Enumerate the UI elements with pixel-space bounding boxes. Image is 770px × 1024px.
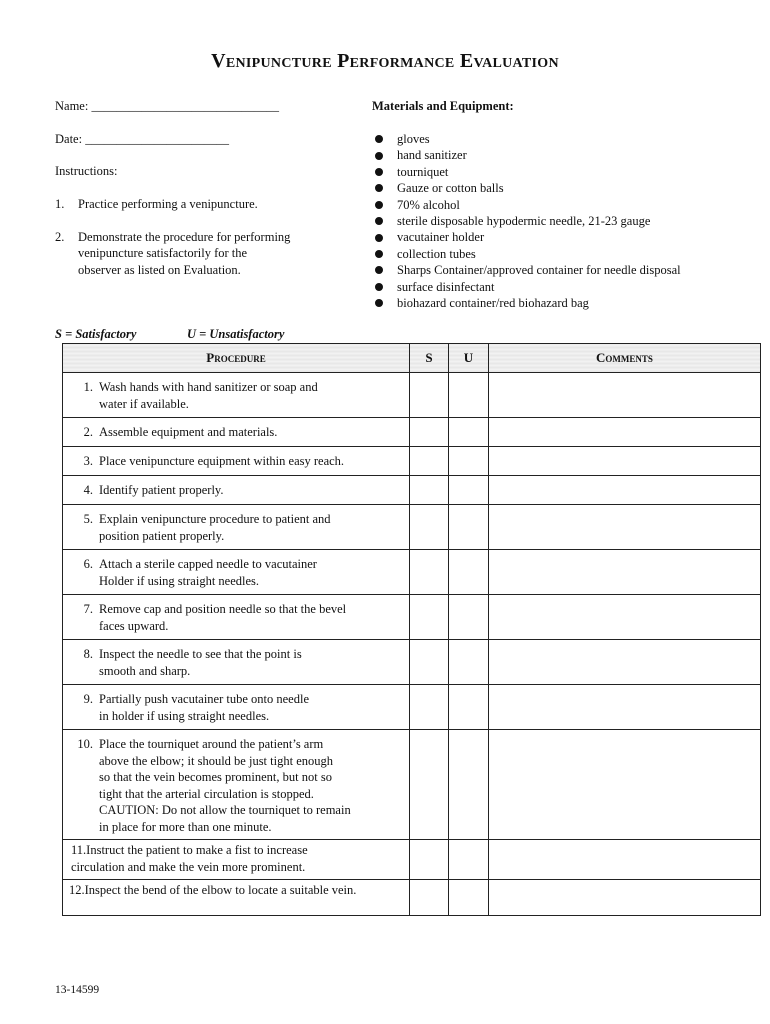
- materials-item: biohazard container/red biohazard bag: [374, 295, 681, 311]
- s-cell[interactable]: [410, 730, 449, 840]
- procedure-table: [62, 343, 761, 916]
- instructions-list: [55, 196, 335, 294]
- procedure-text: Place venipuncture equipment within easy reach.: [99, 454, 345, 468]
- procedure-text: Wash hands with hand sanitizer or soap and water if available.: [99, 380, 318, 411]
- u-cell[interactable]: [449, 505, 489, 550]
- date-blank[interactable]: _______________________: [85, 132, 229, 146]
- comments-cell[interactable]: [489, 447, 761, 476]
- materials-item: vacutainer holder: [374, 229, 681, 245]
- procedure-text: Instruct the patient to make a fist to increase circulation and make the vein more prominent.: [71, 843, 308, 874]
- u-cell[interactable]: [449, 447, 489, 476]
- s-cell[interactable]: [410, 640, 449, 685]
- procedure-cell: [63, 640, 410, 685]
- u-cell[interactable]: [449, 550, 489, 595]
- procedure-cell: [63, 476, 410, 505]
- comments-cell[interactable]: [489, 840, 761, 880]
- procedure-text: Partially push vacutainer tube onto needle in holder if using straight needles.: [99, 692, 310, 723]
- comments-cell[interactable]: [489, 505, 761, 550]
- date-label: Date:: [55, 132, 83, 146]
- u-cell[interactable]: [449, 640, 489, 685]
- comments-cell[interactable]: [489, 373, 761, 418]
- legend-satisfactory: S = Satisfactory: [55, 327, 137, 341]
- table-row: [63, 418, 761, 447]
- u-cell[interactable]: [449, 730, 489, 840]
- comments-cell[interactable]: [489, 685, 761, 730]
- comments-cell[interactable]: [489, 476, 761, 505]
- table-row: [63, 505, 761, 550]
- materials-item: 70% alcohol: [374, 197, 681, 213]
- date-field[interactable]: [55, 131, 229, 147]
- bullet-icon: [375, 217, 383, 225]
- s-cell[interactable]: [410, 447, 449, 476]
- procedure-text: Explain venipuncture procedure to patient and position patient properly.: [99, 512, 331, 543]
- bullet-icon: [375, 168, 383, 176]
- procedure-number: 6.: [83, 557, 93, 571]
- s-cell[interactable]: [410, 685, 449, 730]
- comments-cell[interactable]: [489, 880, 761, 916]
- materials-item: hand sanitizer: [374, 147, 681, 163]
- table-row: [63, 447, 761, 476]
- s-cell[interactable]: [410, 550, 449, 595]
- procedure-cell: [63, 685, 410, 730]
- bullet-icon: [375, 135, 383, 143]
- procedure-number: 7.: [83, 602, 93, 616]
- procedure-cell: [63, 418, 410, 447]
- s-cell[interactable]: [410, 373, 449, 418]
- page-title: Venipuncture Performance Evaluation: [211, 50, 559, 72]
- comments-header: Comments: [489, 344, 761, 373]
- procedure-cell: [63, 595, 410, 640]
- procedure-number: 3.: [83, 454, 93, 468]
- procedure-cell: [63, 447, 410, 476]
- u-cell[interactable]: [449, 685, 489, 730]
- comments-cell[interactable]: [489, 640, 761, 685]
- u-cell[interactable]: [449, 880, 489, 916]
- procedure-number: 1.: [83, 380, 93, 394]
- materials-list: [374, 131, 681, 311]
- materials-item: gloves: [374, 131, 681, 147]
- bullet-icon: [375, 283, 383, 291]
- bullet-icon: [375, 184, 383, 192]
- legend-unsatisfactory: U = Unsatisfactory: [187, 327, 285, 341]
- instructions-label: Instructions:: [55, 164, 118, 178]
- procedure-cell: [63, 373, 410, 418]
- materials-heading: Materials and Equipment:: [372, 99, 514, 113]
- comments-cell[interactable]: [489, 418, 761, 447]
- procedure-cell: [63, 505, 410, 550]
- s-header: S: [410, 344, 449, 373]
- procedure-number: 10.: [77, 737, 93, 751]
- procedure-text: Place the tourniquet around the patient’s arm above the elbow; it should be just tight enough so that the vein becomes prominent, but not so tight that the arterial circulation is stopped. CAUTION: Do not allow the tourniquet to remain in place for more than one minute.: [99, 737, 351, 834]
- s-cell[interactable]: [410, 476, 449, 505]
- bullet-icon: [375, 250, 383, 258]
- procedure-text: Inspect the needle to see that the point is smooth and sharp.: [99, 647, 302, 678]
- bullet-icon: [375, 299, 383, 307]
- u-cell[interactable]: [449, 418, 489, 447]
- procedure-text: Identify patient properly.: [99, 483, 224, 497]
- procedure-text: Attach a sterile capped needle to vacutainer Holder if using straight needles.: [99, 557, 317, 588]
- instruction-text: Demonstrate the procedure for performing venipuncture satisfactorily for the observer as listed on Evaluation.: [78, 229, 291, 277]
- table-row: [63, 550, 761, 595]
- table-row: [63, 730, 761, 840]
- table-row: [63, 373, 761, 418]
- s-cell[interactable]: [410, 840, 449, 880]
- table-row: [63, 685, 761, 730]
- u-cell[interactable]: [449, 476, 489, 505]
- procedure-number: 5.: [83, 512, 93, 526]
- procedure-cell: [63, 880, 410, 916]
- procedure-cell: [63, 550, 410, 595]
- name-label: Name:: [55, 99, 89, 113]
- procedure-number: 9.: [83, 692, 93, 706]
- table-row: [63, 840, 761, 880]
- table-row: [63, 640, 761, 685]
- comments-cell[interactable]: [489, 730, 761, 840]
- procedure-text: Assemble equipment and materials.: [99, 425, 278, 439]
- materials-item: surface disinfectant: [374, 279, 681, 295]
- table-row: [63, 476, 761, 505]
- table-row: [63, 595, 761, 640]
- procedure-text-wrap: [69, 882, 356, 899]
- materials-item: collection tubes: [374, 246, 681, 262]
- bullet-icon: [375, 234, 383, 242]
- table-header-row: [63, 344, 761, 373]
- materials-item: tourniquet: [374, 164, 681, 180]
- instruction-item: [55, 229, 335, 279]
- procedure-cell: [63, 840, 410, 880]
- instruction-number: 1.: [55, 197, 65, 211]
- procedure-number: 12.: [69, 883, 85, 897]
- form-code: 13-14599: [55, 984, 100, 996]
- u-cell[interactable]: [449, 840, 489, 880]
- materials-item: Gauze or cotton balls: [374, 180, 681, 196]
- procedure-number: 4.: [83, 483, 93, 497]
- u-cell[interactable]: [449, 373, 489, 418]
- s-cell[interactable]: [410, 505, 449, 550]
- bullet-icon: [375, 201, 383, 209]
- procedure-cell: [63, 730, 410, 840]
- u-header: U: [449, 344, 489, 373]
- procedure-number: 8.: [83, 647, 93, 661]
- procedure-header: Procedure: [63, 344, 410, 373]
- name-field[interactable]: [55, 98, 279, 114]
- name-blank[interactable]: ______________________________: [91, 99, 279, 113]
- s-cell[interactable]: [410, 418, 449, 447]
- comments-cell[interactable]: [489, 595, 761, 640]
- instruction-number: 2.: [55, 229, 65, 244]
- bullet-icon: [375, 152, 383, 160]
- procedure-text: Inspect the bend of the elbow to locate a suitable vein.: [84, 883, 357, 897]
- materials-item: sterile disposable hypodermic needle, 21-23 gauge: [374, 213, 681, 229]
- s-cell[interactable]: [410, 595, 449, 640]
- procedure-text: Remove cap and position needle so that the bevel faces upward.: [99, 602, 347, 633]
- procedure-number: 11.: [71, 843, 87, 857]
- instruction-item: [55, 196, 335, 213]
- procedure-text-wrap: [71, 842, 308, 875]
- s-cell[interactable]: [410, 880, 449, 916]
- bullet-icon: [375, 266, 383, 274]
- procedure-number: 2.: [83, 425, 93, 439]
- table-row: [63, 880, 761, 916]
- instruction-text: Practice performing a venipuncture.: [78, 197, 258, 211]
- u-cell[interactable]: [449, 595, 489, 640]
- comments-cell[interactable]: [489, 550, 761, 595]
- materials-item: Sharps Container/approved container for needle disposal: [374, 262, 681, 278]
